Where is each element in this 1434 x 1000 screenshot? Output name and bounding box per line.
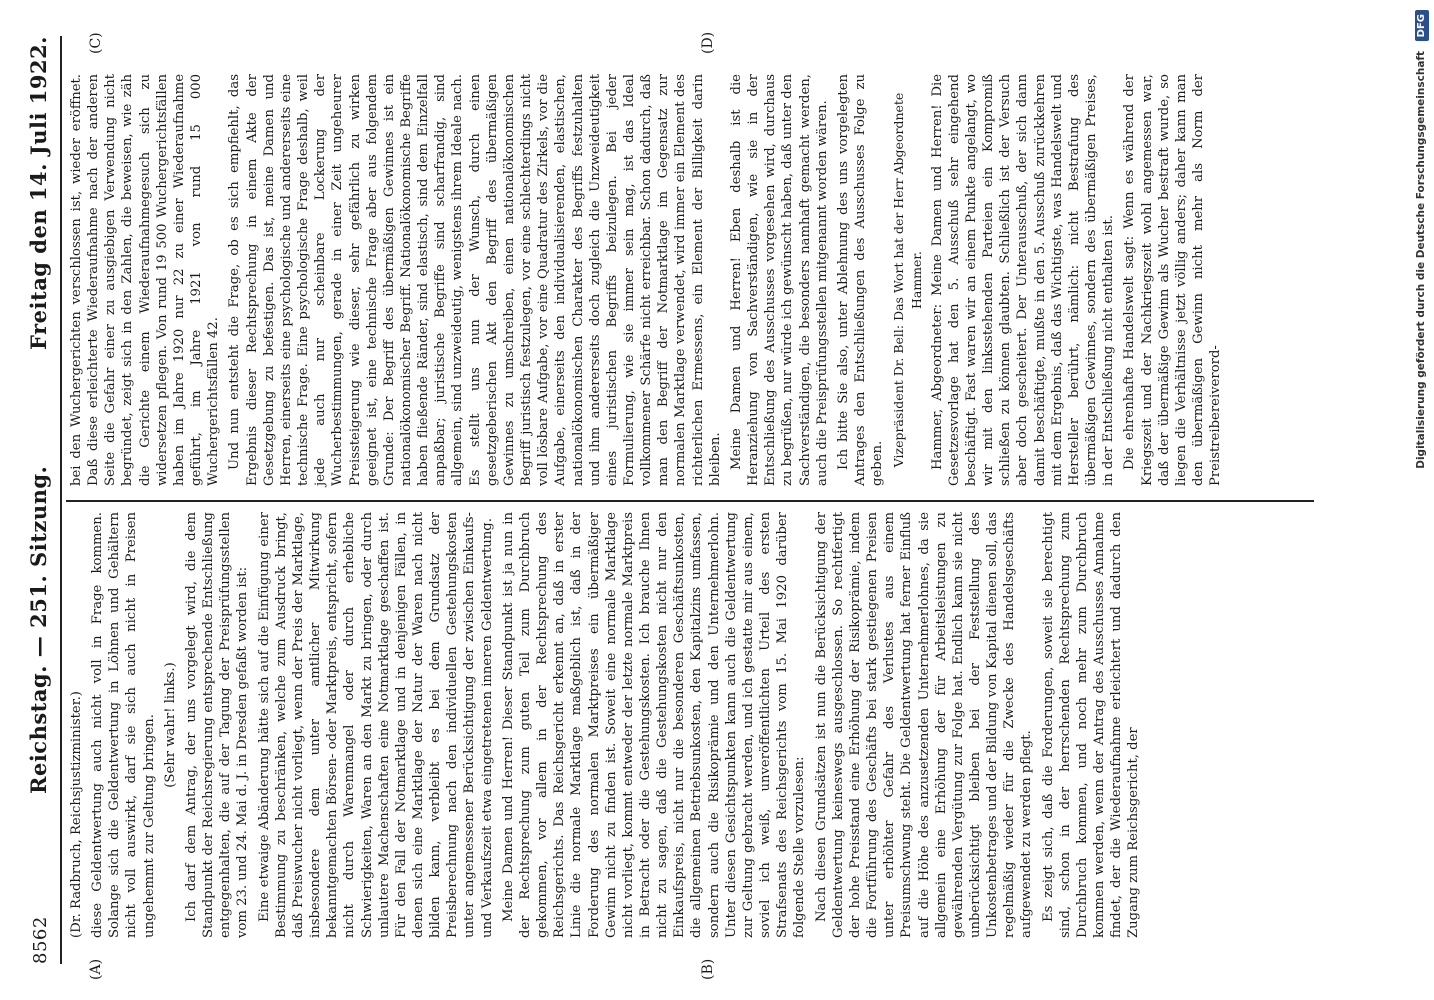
paragraph: Meine Damen und Herren! Eben deshalb ist die Heranziehung von Sachverständigen, wie sie in der Entschließung des Ausschusses vorgesehen wird, durchaus zu begrüßen, nur würde ich gewünscht haben, daß unter den Sachverständigen, die besonders namhaft gemacht werden, auch die Preisprüfungsstellen mitgenannt worden wären. xyxy=(728,74,830,486)
paragraph: diese Geldentwertung auch nicht voll in Frage kommen. Solange sich die Geldentwertung in Löhnen und Gehältern nicht voll auswirkt, darf sie sich auch nicht in Preisen ungehemmt zur Geltung bringen. xyxy=(90,512,157,938)
margin-mark-d: (D) xyxy=(700,31,716,54)
paragraph: Eine etwaige Abänderung hätte sich auf die Einfügung einer Bestimmung zu beschränken, welche zum Ausdruck bringt, daß Preiswucher nicht vorliegt, wenn der Preis der Marktlage, insbesondere dem unter amtlicher Mitwirkung bekanntgemachten Börsen- oder Marktpreis, entspricht, sofern nicht durch Warenmangel oder durch erhebliche Schwierigkeiten, Waren an den Markt zu bringen, oder durch unlautere Machenschaften eine Notmarktlage geschaffen ist. Für den Fall der Notmarktlage und in denjenigen Fällen, in denen sich eine Marktlage der Natur der Waren nach nicht bilden kann, verbleibt es bei dem Grundsatz der Preisberechnung nach den individuellen Gestehungskosten unter angemessener Berücksichtigung der zwischen Einkaufs- und Verkaufszeit etwa eingetretenen inneren Geldentwertung. xyxy=(256,512,495,938)
page-number: 8562 xyxy=(30,916,51,964)
paragraph: (Dr. Radbruch, Reichsjustizminister.) xyxy=(69,691,84,938)
paragraph: (Sehr wahr! links.) xyxy=(162,662,178,788)
header-rule xyxy=(60,36,62,964)
session-date: Freitag den 14. Juli 1922. xyxy=(26,36,51,350)
right-text-column xyxy=(68,74,1228,486)
paragraph: Nach diesen Grundsätzen ist nun die Berücksichtigung der Geldentwertung keineswegs ausgeschlossen. So rechtfertigt der hohe Preisstand eine Erhöhung der Risikoprämie, indem die Fortführung des Geschäfts bei stark gestiegenen Preisen unter erhöhter Gefahr des Verlustes aus einem Preisumschwung steht. Die Geldentwertung hat ferner Einfluß auf die Höhe des anzusetzenden Unternehmerlohnes, da sie allgemein eine Erhöhung der für Arbeitsleistungen zu gewährenden Vergütung zur Folge hat. Endlich kann sie nicht unberücksichtigt bleiben bei der Feststellung des Unkostenbetrages und der Bildung von Kapital dienen soll, das regelmäßig wieder für die Zwecke des Handelsgeschäfts aufgewendet zu werden pflegt. xyxy=(813,512,1035,938)
margin-mark-c: (C) xyxy=(88,32,104,54)
paragraph: Es zeigt sich, daß die Forderungen, soweit sie berechtigt sind, schon in der herrschenden Rechtsprechung zum Durchbruch kommen, und noch mehr zum Durchbruch kommen werden, wenn der Antrag des Ausschusses Annahme findet, der die Wiederaufnahme erleichtert und dadurch den Zugang zum Reichsgericht, der xyxy=(1040,512,1142,938)
digitization-footer xyxy=(1414,10,1428,990)
paragraph: Vizepräsident Dr. Bell: Das Wort hat der Herr Abgeordnete Hammer. xyxy=(891,92,924,468)
paragraph: bei den Wuchergerichten verschlossen ist, wieder eröffnet. Daß diese erleichterte Wiederaufnahme nach der anderen Seite die Gefahr einer zu ausgiebigen Verwendung nicht begründet, zeigt sich in den Zahlen, die beweisen, wie zäh die Gerichte einem Wiederaufnahmegesuch sich zu widersetzen pflegen. Von rund 19 500 Wuchergerichtsfällen haben im Jahre 1920 nur 22 zu einer Wiederaufnahme geführt, im Jahre 1921 von rund 15 000 Wuchergerichtsfällen 42. xyxy=(69,74,222,486)
paragraph: Die ehrenhafte Handelswelt sagt: Wenn es während der Kriegszeit und der Nachkriegszeit wohl angemessen war, daß der übermäßige Gewinn als Wucher bestraft wurde, so liegen die Verhältnisse jetzt völlig anders; daher kann man den übermäßigen Gewinn nicht mehr als Norm der Preistreibereiverord- xyxy=(1122,74,1224,486)
margin-mark-a: (A) xyxy=(88,958,104,980)
session-title: Reichstag. — 251. Sitzung. xyxy=(26,465,51,794)
paragraph: Ich darf dem Antrag, der uns vorgelegt wird, die dem Standpunkt der Reichsregierung entsprechende Entschließung entgegenhalten, die auf der Tagung der Preisprüfungsstellen vom 23. und 24. Mai d. J. in Dresden gefaßt worden ist: xyxy=(183,512,251,938)
column-divider xyxy=(66,500,1314,502)
dfg-logo: DFG xyxy=(1415,10,1429,41)
paragraph: Und nun entsteht die Frage, ob es sich empfiehlt, das Ergebnis dieser Rechtsprechung in einem Akte der Gesetzgebung zu befestigen. Das ist, meine Damen und Herren, einerseits eine psychologische und andererseits eine technische Frage. Eine psychologische Frage deshalb, weil jede auch nur scheinbare Lockerung der Wucherbestimmungen, gerade in einer Zeit ungeheurer Preissteigerung wie dieser, sehr gefährlich zu wirken geeignet ist, eine technische Frage aber aus folgendem Grunde: Der Begriff des übermäßigen Gewinnes ist ein nationalökonomischer Begriff. Nationalökonomische Begriffe haben fließende Ränder, sind elastisch, sind dem Einzelfall anpaßbar; juristische Begriffe sind scharfrandig, sind allgemein, sind unzweideutig, wenigstens ihrem Ideale nach. Es stellt uns nun der Wunsch, durch einen gesetzgeberischen Akt den Begriff des übermäßigen Gewinnes zu umschreiben, einen nationalökonomischen Begriff juristisch festzulegen, vor eine schlechterdings nicht voll lösbare Aufgabe, vor eine Quadratur des Zirkels, vor die Aufgabe, einerseits den individualisierenden, elastischen, nationalökonomischen Charakter des Begriffs festzuhalten und ihm andererseits doch zugleich die Unzweideutigkeit eines juristischen Begriffs beizulegen. Bei jeder Formulierung, wie sie immer sein mag, ist das Ideal vollkommener Schärfe nicht erreichbar. Schon dadurch, daß man den Begriff der Notmarktlage im Gegensatz zur normalen Marktlage verwendet, wird immer ein Element des richterlichen Ermessens, ein Element der Billigkeit darin bleiben. xyxy=(227,74,723,486)
paragraph: Hammer, Abgeordneter: Meine Damen und Herren! Die Gesetzesvorlage hat den 5. Ausschuß sehr eingehend beschäftigt. Fast waren wir an einem Punkte angelangt, wo wir mit den linksstehenden Parteien ein Kompromiß schließen zu können glaubten. Schließlich ist der Versuch aber doch gescheitert. Der Unterausschuß, der sich dann damit beschäftigte, mußte in den 5. Ausschuß zurückkehren mit dem Ergebnis, daß das Wichtigste, was Handelswelt und Hersteller berührt, nämlich: nicht Bestrafung des übermäßigen Gewinnes, sondern des übermäßigen Preises, in der Entschließung nicht enthalten ist. xyxy=(929,74,1117,486)
left-text-column xyxy=(68,512,1147,938)
page-header xyxy=(22,36,56,964)
funding-note: Digitalisierung gefördert durch die Deutsche Forschungsgemeinschaft xyxy=(1415,51,1427,469)
paragraph: Ich bitte Sie also, unter Ablehnung des uns vorgelegten Antrages den Entschließungen des Ausschusses Folge zu geben. xyxy=(835,74,886,486)
paragraph: Meine Damen und Herren! Dieser Standpunkt ist ja nun in der Rechtsprechung zum guten Teil zum Durchbruch gekommen, vor allem in der Rechtsprechung des Reichsgerichts. Das Reichsgericht erkennt an, daß in erster Linie die normale Marktlage maßgeblich ist, daß in der Forderung des normalen Marktpreises ein übermäßiger Gewinn nicht zu finden ist. Soweit eine normale Marktlage nicht vorliegt, kommt entweder der letzte normale Marktpreis in Betracht oder die Gestehungskosten. Ich brauche Ihnen nicht zu sagen, daß die Gestehungskosten nicht nur den Einkaufspreis, nicht nur die besonderen Geschäftsunkosten, die allgemeinen Betriebsunkosten, den Kapitalzins umfassen, sondern auch die Risikoprämie und den Unternehmerlohn. Unter diesen Gesichtspunkten kann auch die Geldentwertung zur Geltung gebracht werden, und ich gestatte mir aus einem, soviel ich weiß, unveröffentlichten Urteil des ersten Strafsenats des Reichsgerichts vom 15. Mai 1920 darüber folgende Stelle vorzulesen: xyxy=(500,512,808,938)
margin-mark-b: (B) xyxy=(700,958,716,980)
